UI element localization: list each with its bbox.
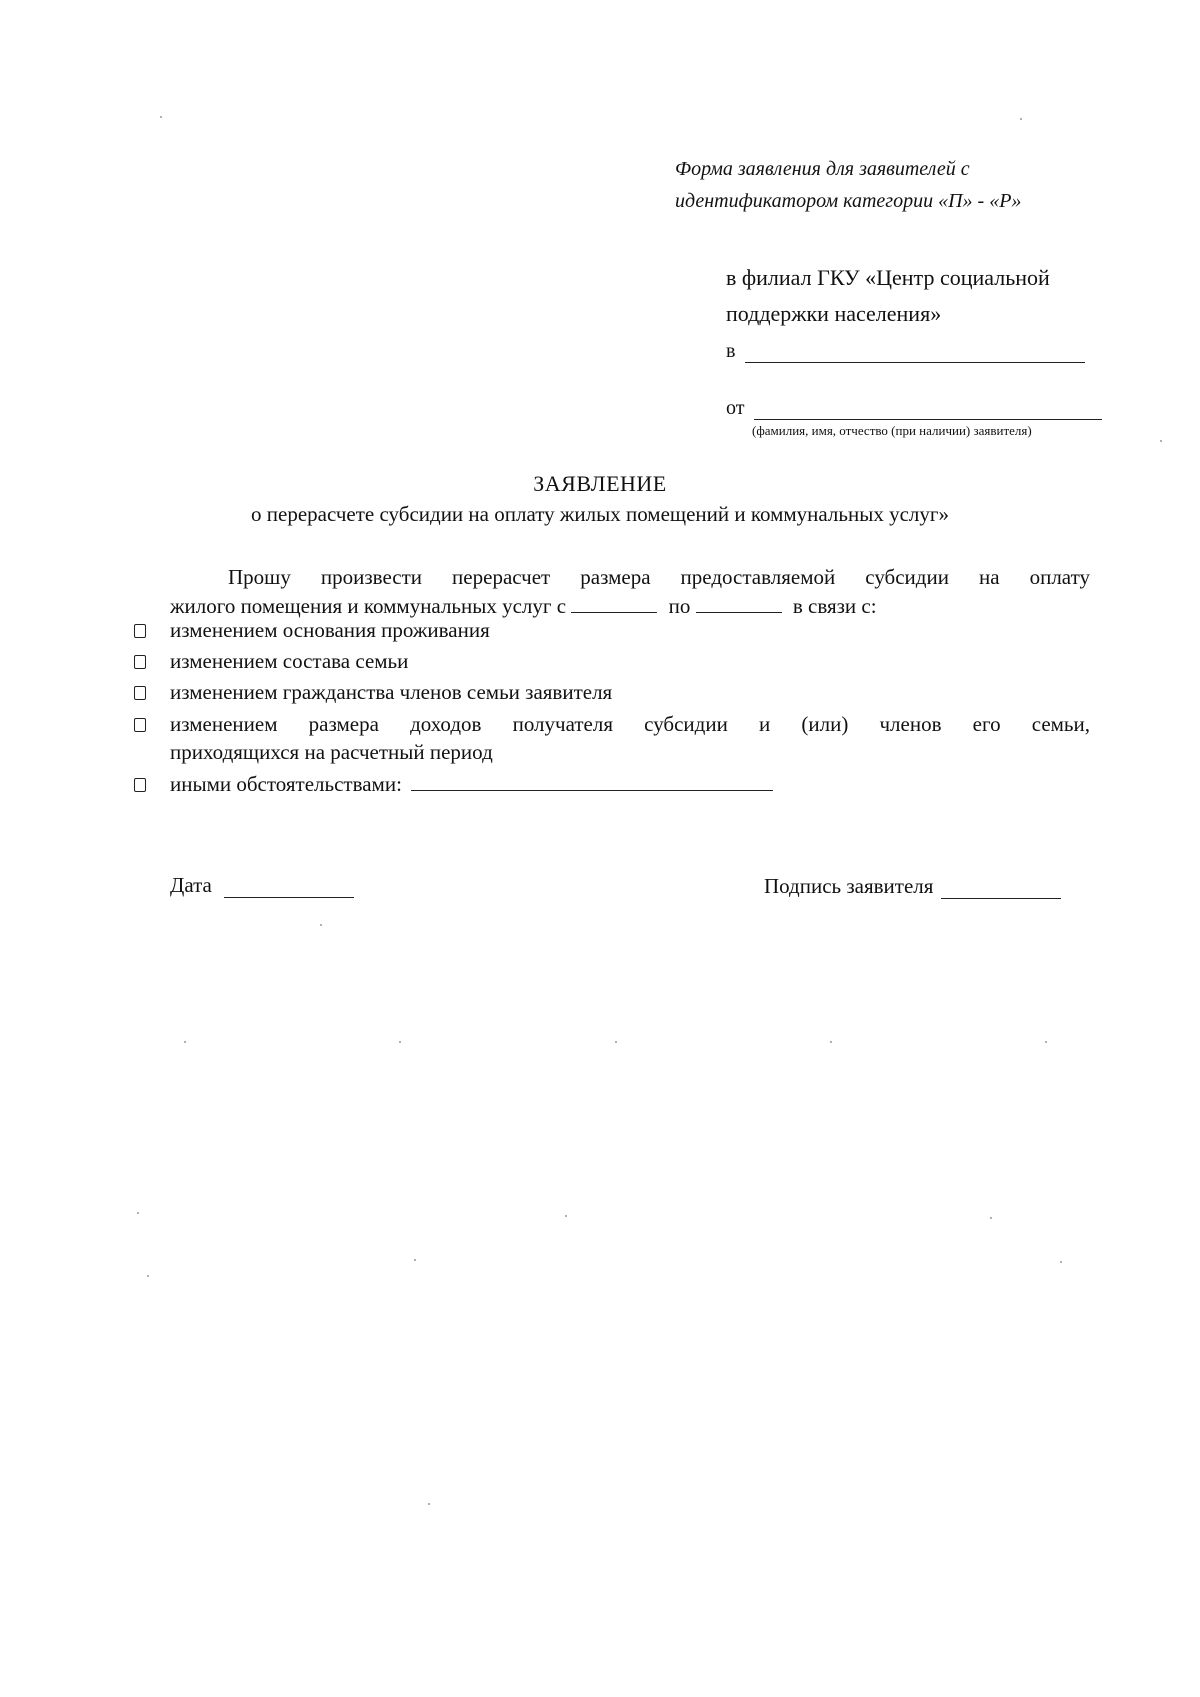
applicant-field-hint: (фамилия, имя, отчество (при наличии) заявителя) bbox=[752, 423, 1032, 438]
form-note-line-1: Форма заявления для заявителей с bbox=[675, 158, 970, 180]
checkbox[interactable] bbox=[134, 655, 146, 669]
checkbox[interactable] bbox=[134, 624, 146, 638]
applicant-field-label: от bbox=[726, 397, 745, 419]
date-from-input[interactable] bbox=[571, 594, 657, 613]
checkbox[interactable] bbox=[134, 718, 146, 732]
form-note-line-2: идентификатором категории «П» - «Р» bbox=[675, 190, 1022, 212]
branch-input-line[interactable] bbox=[745, 342, 1085, 363]
scan-speck bbox=[990, 1217, 992, 1219]
date-to-input[interactable] bbox=[696, 594, 782, 613]
scan-speck bbox=[565, 1215, 567, 1217]
reason-option[interactable]: изменением размера доходов получателя субсидии и (или) членов его семьи, приходящихся на расчетный период bbox=[134, 710, 1094, 766]
scan-speck bbox=[428, 1503, 430, 1505]
form-note bbox=[675, 153, 1095, 217]
request-line-1: Прошу произвести перерасчет размера предоставляемой субсидии на оплату bbox=[228, 565, 1090, 589]
scan-speck bbox=[414, 1259, 416, 1261]
signature-label: Подпись заявителя bbox=[764, 874, 934, 898]
scan-speck bbox=[160, 116, 162, 118]
scan-speck bbox=[147, 1275, 149, 1277]
signature-input-line[interactable] bbox=[941, 880, 1061, 899]
applicant-field bbox=[726, 397, 1102, 420]
addressee-line-2: поддержки населения» bbox=[726, 301, 942, 326]
checkbox[interactable] bbox=[134, 778, 146, 792]
applicant-input-line[interactable] bbox=[754, 399, 1102, 420]
scan-speck bbox=[184, 1041, 186, 1043]
document-subtitle: о перерасчете субсидии на оплату жилых помещений и коммунальных услуг» bbox=[251, 502, 949, 526]
application-form-page: Форма заявления для заявителей с идентификатором категории «П» - «Р» в филиал ГКУ «Центр социальной поддержки населения» в от (фамилия, имя, отчество (при наличии) заявителя) ЗАЯВЛЕНИЕ о перерасчете субсидии на оплату жилых помещений и коммунальных услуг» Прошу произвести перерасчет размера предоставляемой субсидии на оплату жилого помещения и коммунальных услуг с по в связи с: изменением основания проживания изменением состава семьи изменением гражданства членов семьи заявителя изменением размера доходов получателя субсидии и (или) членов его семьи, приходящихся на расчетный период иными обстоятельствами: Дата Подпись заявителя bbox=[0, 0, 1200, 1697]
request-paragraph bbox=[170, 563, 1090, 621]
checkbox[interactable] bbox=[134, 686, 146, 700]
other-reason-input[interactable] bbox=[411, 772, 773, 791]
branch-field-label: в bbox=[726, 340, 736, 362]
request-line-2: жилого помещения и коммунальных услуг с по в связи с: bbox=[170, 594, 877, 618]
scan-speck bbox=[1160, 440, 1162, 442]
date-label: Дата bbox=[170, 873, 212, 897]
scan-speck bbox=[1045, 1041, 1047, 1043]
addressee-block bbox=[726, 260, 1126, 332]
scan-speck bbox=[1060, 1261, 1062, 1263]
date-field bbox=[170, 873, 354, 898]
scan-speck bbox=[399, 1041, 401, 1043]
scan-speck bbox=[320, 924, 322, 926]
date-input-line[interactable] bbox=[224, 879, 354, 898]
scan-speck bbox=[1020, 118, 1022, 120]
addressee-line-1: в филиал ГКУ «Центр социальной bbox=[726, 265, 1050, 290]
document-title: ЗАЯВЛЕНИЕ bbox=[533, 471, 667, 496]
branch-field bbox=[726, 340, 1085, 363]
signature-field bbox=[764, 874, 1061, 899]
scan-speck bbox=[137, 1212, 139, 1214]
scan-speck bbox=[615, 1041, 617, 1043]
scan-speck bbox=[830, 1041, 832, 1043]
